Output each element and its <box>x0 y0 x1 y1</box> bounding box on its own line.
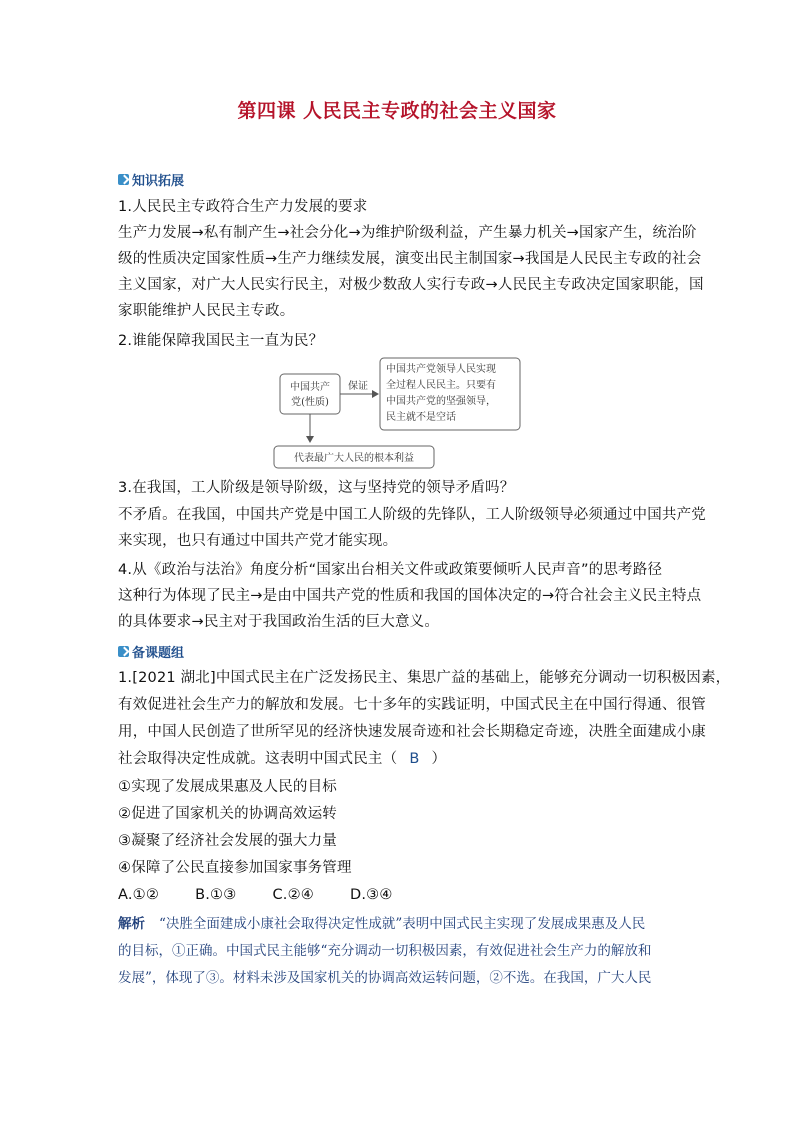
checkmark-icon <box>118 646 129 657</box>
q1-line: 主义国家，对广大人民实行民主，对极少数敌人实行专政→人民民主专政决定国家职能，国 <box>118 277 704 293</box>
arrow-label: 保证 <box>348 381 368 392</box>
q1-line: 级的性质决定国家性质→生产力继续发展，演变出民主制国家→我国是人民民主专政的社会 <box>118 251 702 267</box>
section-header-knowledge <box>118 170 184 189</box>
question-text: 社会取得决定性成就。这表明中国式民主（ <box>118 751 398 767</box>
explanation-text: “决胜全面建成小康社会取得决定性成就”表明中国式民主实现了发展成果惠及人民 <box>159 916 646 932</box>
right-box-line: 中国共产党的坚强领导， <box>386 396 496 407</box>
q1-line: 家职能维护人民民主专政。 <box>118 303 295 319</box>
q4-line: 这种行为体现了民主→是由中国共产党的性质和我国的国体决定的→符合社会主义民主特点 <box>118 588 702 604</box>
statement-item: ②促进了国家机关的协调高效运转 <box>118 806 337 822</box>
q1-line: 生产力发展→私有制产生→社会分化→为维护阶级利益，产生暴力机关→国家产生，统治阶 <box>118 225 697 241</box>
right-box-line: 全过程人民民主。只要有 <box>386 380 496 391</box>
option-b: B.①③ <box>195 887 237 903</box>
option-c: C.②④ <box>272 887 314 903</box>
diagram-left-box <box>280 374 340 414</box>
checkmark-icon <box>118 174 129 185</box>
statement-item: ①实现了发展成果惠及人民的目标 <box>118 779 337 795</box>
q3-title: 3.在我国，工人阶级是领导阶级，这与坚持党的领导矛盾吗？ <box>118 480 515 496</box>
right-box-line: 民主就不是空话 <box>386 412 456 423</box>
question-line: 用，中国人民创造了世所罕见的经济快速发展奇迹和社会长期稳定奇迹，决胜全面建成小康 <box>118 724 706 740</box>
explanation-line: 的目标，①正确。中国式民主能够“充分调动一切积极因素，有效促进社会生产力的解放和 <box>118 943 652 959</box>
explanation-line <box>118 914 678 934</box>
explanation-label: 解析 <box>118 916 145 932</box>
q1-title: 1.人民民主专政符合生产力发展的要求 <box>118 199 368 215</box>
question-line: 1.[2021 湖北]中国式民主在广泛发扬民主、集思广益的基础上，能够充分调动一切积极因素， <box>118 670 731 686</box>
statement-item: ③凝聚了经济社会发展的强大力量 <box>118 833 337 849</box>
q3-line: 不矛盾。在我国，中国共产党是中国工人阶级的先锋队，工人阶级领导必须通过中国共产党 <box>118 507 706 523</box>
right-box-line: 中国共产党领导人民实现 <box>386 364 496 375</box>
q4-line: 的具体要求→民主对于我国政治生活的巨大意义。 <box>118 614 440 630</box>
question-close: ） <box>431 751 447 767</box>
option-d: D.③④ <box>349 887 393 903</box>
option-a: A.①② <box>118 887 160 903</box>
q2-title: 2.谁能保障我国民主一直为民？ <box>118 333 324 349</box>
answer-choice: B <box>409 751 420 767</box>
bottom-box-text: 代表最广大人民的根本利益 <box>294 453 414 464</box>
left-box-line: 中国共产 <box>290 382 330 393</box>
section-header-exercises <box>118 642 184 661</box>
section-label: 备课题组 <box>132 646 185 661</box>
page-title: 第四课 人民民主专政的社会主义国家 <box>237 100 557 122</box>
left-box-line: 党(性质) <box>291 397 329 408</box>
options-row <box>118 885 678 905</box>
explanation-line: 发展”，体现了③。材料未涉及国家机关的协调高效运转问题，②不选。在我国，广大人民 <box>118 970 652 986</box>
statement-item: ④保障了公民直接参加国家事务管理 <box>118 860 352 876</box>
party-guarantee-diagram <box>270 356 526 472</box>
question-line: 有效促进社会生产力的解放和发展。七十多年的实践证明，中国式民主在中国行得通、很管 <box>118 697 706 713</box>
question-line-last <box>118 749 678 769</box>
q3-line: 来实现，也只有通过中国共产党才能实现。 <box>118 533 398 549</box>
section-label: 知识拓展 <box>132 174 185 189</box>
q4-title: 4.从《政治与法治》角度分析“国家出台相关文件或政策要倾听人民声音”的思考路径 <box>118 562 663 578</box>
